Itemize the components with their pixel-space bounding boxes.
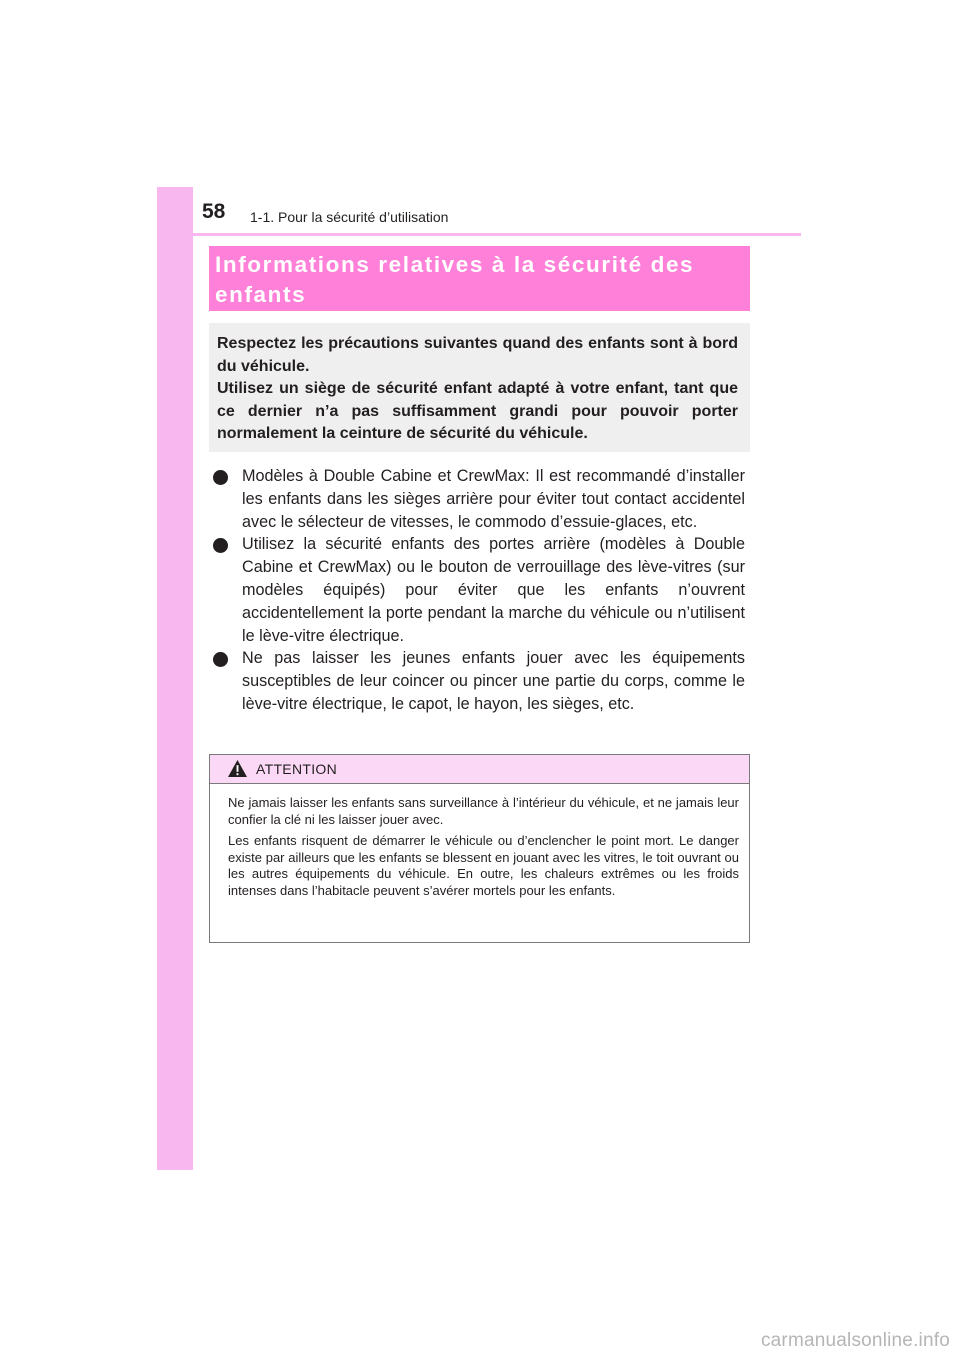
bullet-dot-icon — [213, 538, 228, 553]
bullet-text: Ne pas laisser les jeunes enfants jouer avec les équipements susceptibles de leur coincer ou pincer une partie du corps, comme le lève-vitre électrique, le capot, le hayon, les sièges, etc. — [242, 649, 745, 713]
bullet-text: Modèles à Double Cabine et CrewMax: Il est recommandé d’installer les enfants dans les sièges arrière pour éviter tout contact accidentel avec le sélecteur de vitesses, le commodo d’essuie-glaces, etc. — [242, 467, 745, 531]
warning-body — [210, 784, 749, 899]
page-title — [215, 250, 744, 310]
list-item — [212, 647, 745, 715]
warning-header — [210, 755, 749, 784]
intro-box — [209, 323, 750, 452]
list-item — [212, 533, 745, 647]
section-title: 1-1. Pour la sécurité d’utilisation — [250, 209, 449, 225]
warning-paragraph-2: Les enfants risquent de démarrer le véhicule ou d’enclencher le point mort. Le danger existe par ailleurs que les enfants se blessent en jouant avec les vitres, le toit ouvrant ou les autres équipements du véhicule. En outre, les chaleurs extrêmes ou les froids intenses dans l’habitacle peuvent s’avérer mortels pour les enfants. — [228, 833, 739, 898]
list-item — [212, 465, 745, 533]
warning-paragraph-1: Ne jamais laisser les enfants sans surveillance à l’intérieur du véhicule, et ne jamais leur confier la clé ni les laisser jouer avec. — [228, 795, 739, 827]
page-title-line2: enfants — [215, 282, 307, 307]
bullet-text: Utilisez la sécurité enfants des portes arrière (modèles à Double Cabine et CrewMax) ou le bouton de verrouillage des lève-vitres (sur modèles équipés) pour éviter que les enfants n’ouvrent accidentellement la porte pendant la marche du véhicule ou n’utilisent le lève-vitre électrique. — [242, 535, 745, 645]
intro-paragraph-1: Respectez les précautions suivantes quand des enfants sont à bord du véhicule. — [217, 335, 738, 375]
page-number: 58 — [202, 200, 226, 223]
intro-paragraph-2: Utilisez un siège de sécurité enfant adapté à votre enfant, tant que ce dernier n’a pas suffisamment grandi pour pouvoir porter normalement la ceinture de sécurité du véhicule. — [217, 380, 738, 442]
warning-label: ATTENTION — [256, 761, 337, 777]
title-banner — [209, 246, 750, 311]
header-rule — [193, 233, 801, 236]
bullet-dot-icon — [213, 470, 228, 485]
bullet-list — [212, 465, 745, 716]
page-title-line1: Informations relatives à la sécurité des — [215, 252, 695, 277]
warning-triangle-icon — [227, 759, 248, 778]
warning-box — [209, 754, 750, 943]
bullet-dot-icon — [213, 652, 228, 667]
watermark: carmanualsonline.info — [760, 1330, 950, 1351]
side-tab — [157, 187, 193, 1170]
